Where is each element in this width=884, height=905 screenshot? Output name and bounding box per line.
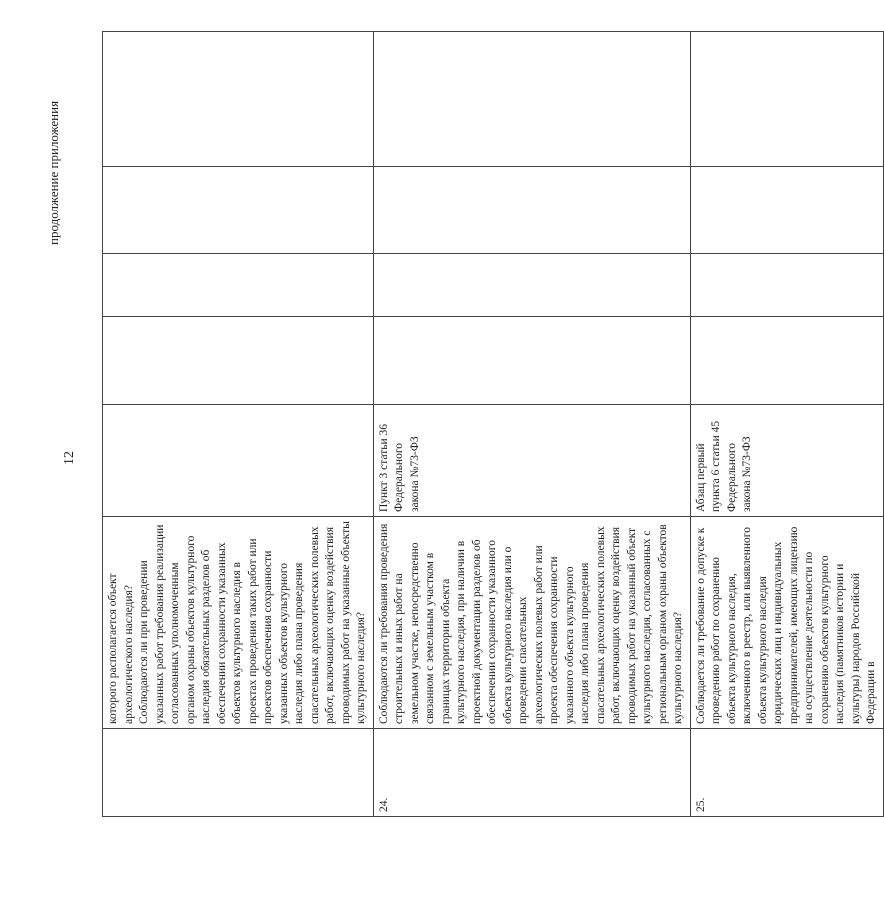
continuation-label: продолжение приложения	[46, 100, 61, 245]
reference-cell	[103, 405, 374, 517]
question-cell	[690, 517, 883, 729]
empty-cell	[373, 32, 690, 167]
table-row	[690, 32, 883, 817]
empty-cell	[103, 32, 374, 167]
table-row	[373, 32, 690, 817]
empty-cell	[690, 317, 883, 405]
empty-cell	[103, 317, 374, 405]
row-number	[103, 729, 374, 817]
empty-cell	[373, 317, 690, 405]
row-number: 24.	[373, 729, 690, 817]
empty-cell	[690, 167, 883, 254]
question-text: Соблюдаются ли требования проведения строительных и иных работ на земельном участке, непосредственно связанном с земельным участком в границах территории объекта культурного наследия, при наличии в проектной документации разделов об обеспечении сохранности указанного объекта культурного наследия или о проведении спасательных археологических полевых работ или проекта обеспечения сохранности указанного объекта культурного наследия либо плана проведения спасательных археологических полевых работ, включающих оценку воздействия проводимых работ на указанный объект культурного наследия, согласованных с региональным органом охраны объектов культурного наследия?	[377, 523, 684, 724]
empty-cell	[373, 254, 690, 317]
table-row	[103, 32, 374, 817]
reference-cell: Абзац первый пункта 6 статьи 45 Федерального закона №73-ФЗ	[690, 405, 883, 517]
empty-cell	[103, 254, 374, 317]
question-text: Соблюдается ли требование о допуске к проведению работ по сохранению объекта культурного наследия, включенного в реестр, или выявленного объекта культурного наследия юридических лиц и индивидуальных предпринимателей, имеющих лицензию на осуществление деятельности по сохранению объектов культурного наследия (памятников истории и культуры) народов Российской Федерации в	[694, 526, 877, 724]
empty-cell	[103, 167, 374, 254]
question-cell	[373, 517, 690, 729]
question-cell	[103, 517, 374, 729]
question-text: которого располагается объект археологического наследия? Соблюдаются ли при проведении указанных работ требования реализации согласованных уполномоченным органом охраны объектов культурного наследия обязательных разделов об обеспечении сохранности указанных объектов культурного наследия в проектах проведения таких работ или проектов обеспечения сохранности указанных объектов культурного наследия либо плана проведения спасательных археологических полевых работ, включающих оценку воздействия проводимых работ на указанные объекты культурного наследия?	[107, 521, 367, 724]
checklist-table	[102, 31, 884, 817]
empty-cell	[690, 32, 883, 167]
empty-cell	[690, 254, 883, 317]
page-number: 12	[62, 451, 77, 465]
reference-cell: Пункт 3 статьи 36 Федерального закона №73-ФЗ	[373, 405, 690, 517]
empty-cell	[373, 167, 690, 254]
row-number: 25.	[690, 729, 883, 817]
